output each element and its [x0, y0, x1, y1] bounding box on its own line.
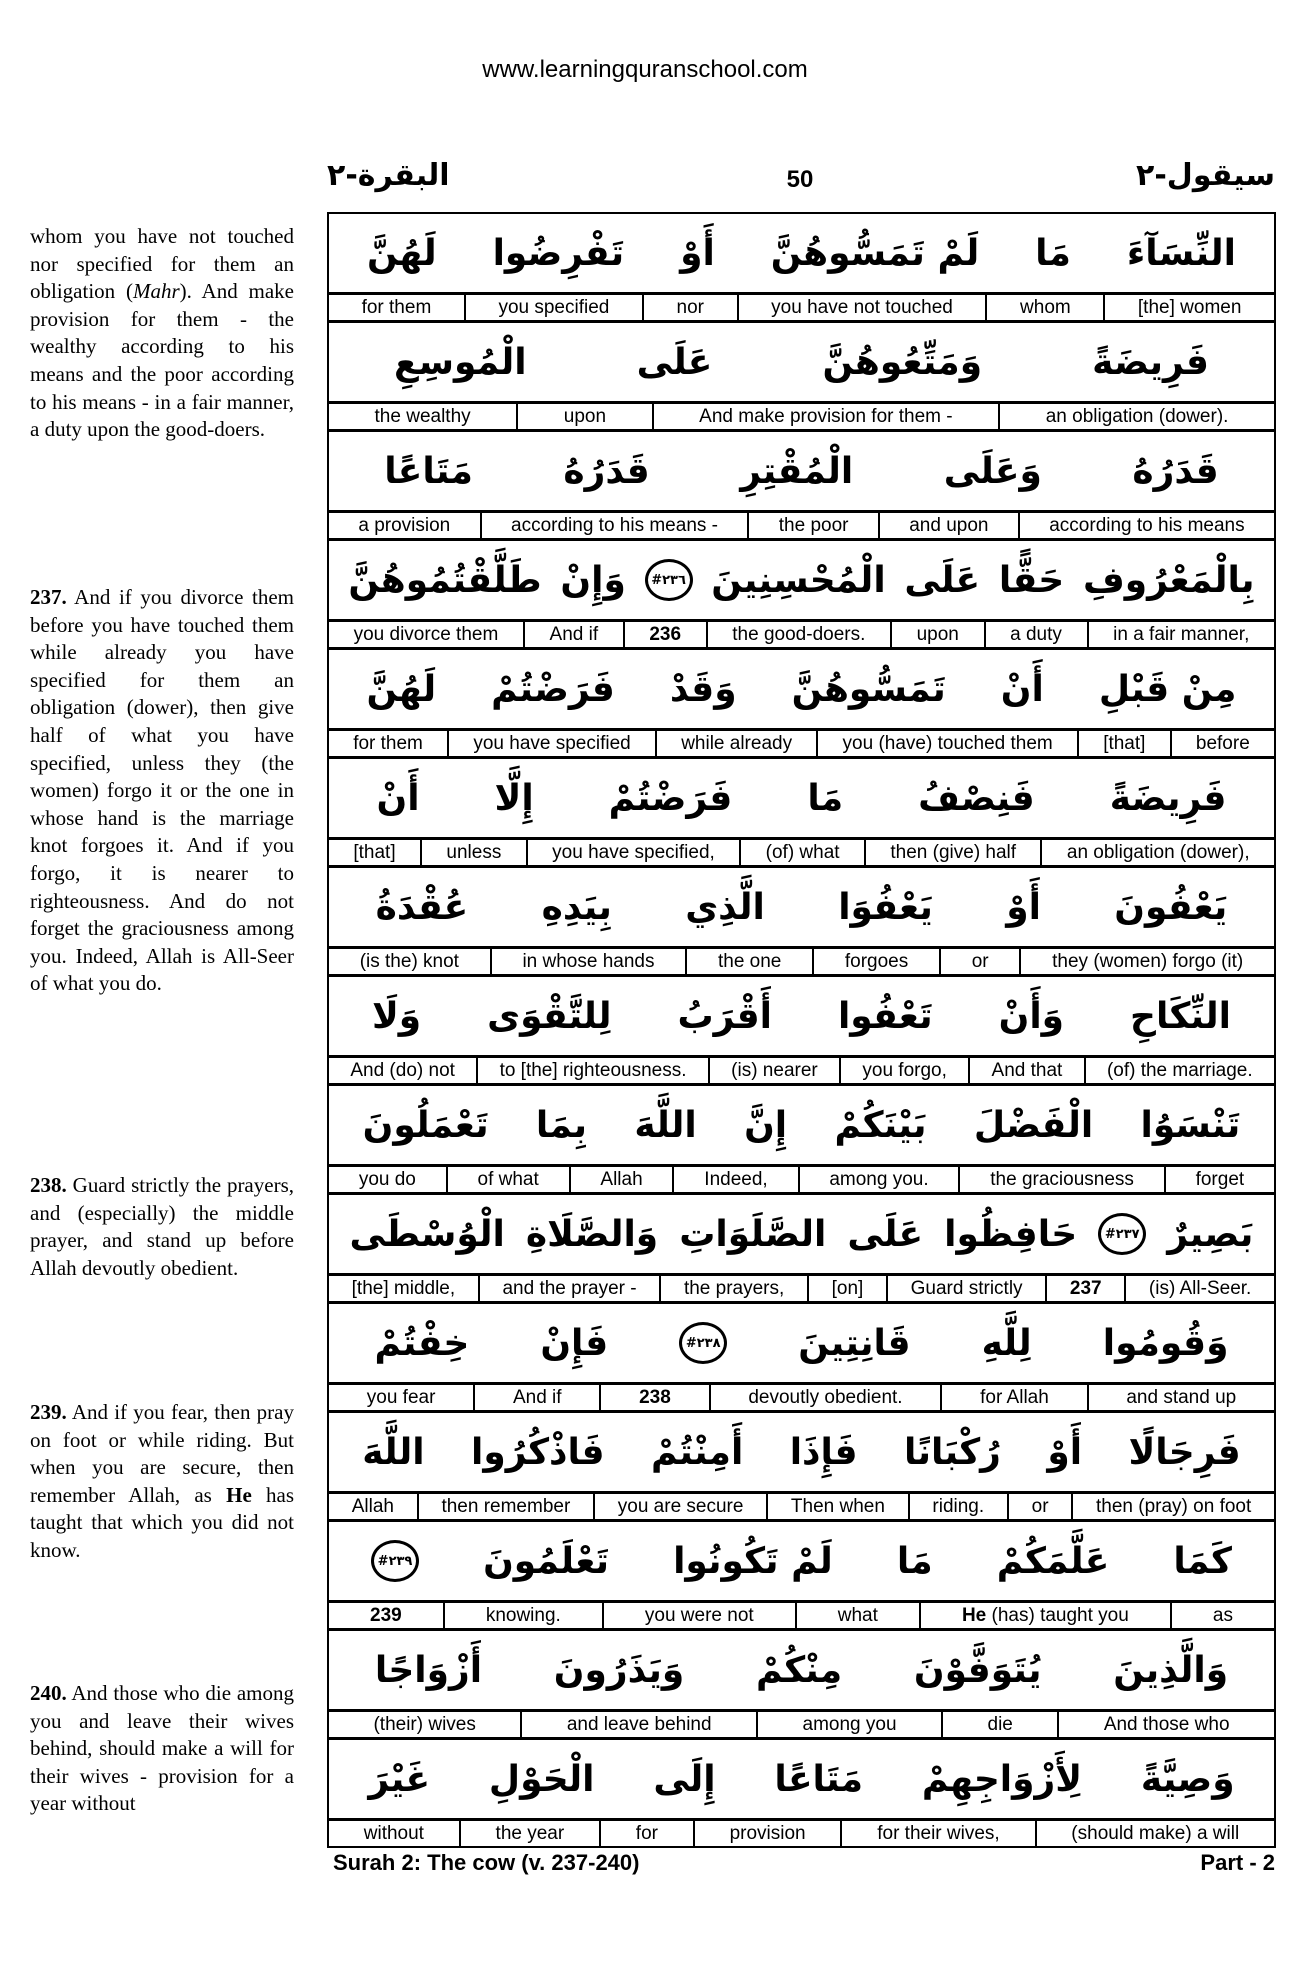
word-by-word-table — [327, 212, 1276, 1848]
gloss-cell: you have specified, — [526, 840, 739, 865]
gloss-cell: devoutly obedient. — [709, 1385, 941, 1410]
verse-end-marker: #٢٣٨ — [679, 1322, 727, 1364]
part-name-arabic: سيقول-٢ — [1136, 158, 1275, 193]
paragraph-text: And those who die among you and leave their wives behind, should make a will for their wives - provision for a year without — [30, 1681, 294, 1816]
arabic-word: مَا — [1035, 232, 1071, 274]
arabic-word: الْفَضْلَ — [973, 1104, 1094, 1146]
gloss-cell: (their) wives — [373, 1714, 476, 1735]
arabic-row — [329, 1740, 1274, 1821]
gloss-cell: or — [939, 949, 1019, 974]
gloss-cell: (is) nearer — [708, 1058, 839, 1083]
arabic-word: بِالْمَعْرُوفِ — [1082, 559, 1255, 601]
gloss-cell: And those who — [1057, 1712, 1274, 1737]
gloss-cell: [the] women — [1103, 295, 1274, 320]
arabic-row — [329, 1631, 1274, 1712]
arabic-word: اللَّهَ — [362, 1431, 425, 1473]
arabic-word: فَإِنْ — [540, 1322, 609, 1364]
gloss-cell: while already — [655, 731, 816, 756]
arabic-word: عَلَى — [636, 341, 713, 383]
gloss-cell: the year — [459, 1821, 599, 1846]
translation-paragraph-240 — [30, 1680, 294, 1818]
arabic-word: وَالَّذِينَ — [1113, 1649, 1229, 1691]
verse-end-marker: #٢٣٦ — [645, 559, 693, 601]
arabic-word: فَرِيضَةً — [1109, 777, 1227, 819]
gloss-cell: [the] middle, — [351, 1278, 456, 1299]
arabic-word: مَتَاعًا — [384, 450, 473, 492]
gloss-cell: (is the) knot — [359, 951, 459, 972]
gloss-cell: And make provision for them - — [652, 404, 999, 429]
gloss-cell: a provision — [358, 515, 451, 536]
arabic-word: بِمَا — [535, 1104, 588, 1146]
gloss-row — [329, 1821, 1274, 1846]
gloss-cell: knowing. — [443, 1603, 602, 1628]
verse-end-marker: #٢٣٩ — [371, 1540, 419, 1582]
gloss-bold: He — [961, 1605, 987, 1626]
gloss-cell: you forgo, — [839, 1058, 968, 1083]
arabic-word: فَرَضْتُمْ — [491, 668, 615, 710]
arabic-row — [329, 323, 1274, 404]
verse-number: 240. — [30, 1681, 67, 1705]
gloss-cell: among you — [756, 1712, 941, 1737]
gloss-cell: 236 — [623, 622, 706, 647]
arabic-word: وَإِنْ — [560, 559, 626, 601]
gloss-cell: without — [363, 1823, 424, 1844]
arabic-word: لَمْ تَكُونُوا — [673, 1540, 833, 1582]
arabic-word: إِلَى — [653, 1758, 716, 1800]
arabic-word: فَاذْكُرُوا — [471, 1431, 605, 1473]
gloss-cell: (is) All-Seer. — [1124, 1276, 1274, 1301]
arabic-row — [329, 868, 1274, 949]
gloss-row — [329, 1058, 1274, 1086]
gloss-cell: the poor — [747, 513, 877, 538]
gloss-cell: the one — [685, 949, 812, 974]
website-url: www.learningquranschool.com — [482, 56, 808, 83]
gloss-cell: they (women) forgo (it) — [1019, 949, 1274, 974]
gloss-cell: whom — [985, 295, 1103, 320]
arabic-row — [329, 1304, 1274, 1385]
gloss-cell: Allah — [351, 1496, 394, 1517]
gloss-cell: to [the] righteousness. — [476, 1058, 708, 1083]
arabic-word: الصَّلَوَاتِ — [679, 1213, 827, 1255]
gloss-cell: [that] — [1077, 731, 1170, 756]
paragraph-text: has taught that which you did not know. — [30, 1482, 295, 1562]
gloss-cell — [919, 1603, 1170, 1628]
gloss-cell: before — [1170, 731, 1274, 756]
arabic-word: لِلَّهِ — [981, 1322, 1032, 1364]
gloss-row — [329, 1712, 1274, 1740]
arabic-word: أَوْ — [1006, 886, 1041, 928]
arabic-word: تَعْمَلُونَ — [362, 1104, 489, 1146]
gloss-cell: an obligation (dower), — [1040, 840, 1274, 865]
gloss-cell: you have not touched — [737, 295, 986, 320]
gloss-cell: 237 — [1045, 1276, 1124, 1301]
gloss-cell: Guard strictly — [886, 1276, 1045, 1301]
arabic-word: تَعْلَمُونَ — [483, 1540, 610, 1582]
gloss-row — [329, 1167, 1274, 1195]
arabic-word: طَلَّقْتُمُوهُنَّ — [348, 559, 542, 601]
arabic-word: لِلتَّقْوَى — [487, 995, 612, 1037]
gloss-cell: of what — [446, 1167, 569, 1192]
page-number: 50 — [786, 166, 814, 193]
arabic-word: قَانِتِينَ — [798, 1322, 911, 1364]
arabic-row — [329, 1413, 1274, 1494]
gloss-cell: forget — [1164, 1167, 1274, 1192]
gloss-cell: the graciousness — [958, 1167, 1163, 1192]
arabic-word: لَهُنَّ — [366, 668, 437, 710]
arabic-word: وَقُومُوا — [1102, 1322, 1229, 1364]
arabic-word: الْوُسْطَى — [349, 1213, 505, 1255]
arabic-word: أَنْ — [1000, 668, 1044, 710]
arabic-word: رُكْبَانًا — [904, 1431, 1001, 1473]
arabic-word: الْمُوسِعِ — [394, 341, 527, 383]
arabic-word: أَمِنْتُمْ — [651, 1431, 744, 1473]
gloss-cell: [on] — [807, 1276, 886, 1301]
arabic-word: وَمَتِّعُوهُنَّ — [822, 341, 983, 383]
verse-number: 238. — [30, 1173, 67, 1197]
arabic-word: وَلَا — [371, 995, 422, 1037]
translation-paragraph — [30, 223, 294, 444]
gloss-cell: nor — [642, 295, 737, 320]
gloss-text: (has) taught you — [986, 1605, 1129, 1626]
surah-name-arabic: البقرة-٢ — [327, 158, 450, 193]
arabic-word: النِّسَآءَ — [1126, 232, 1237, 274]
gloss-row — [329, 622, 1274, 650]
arabic-word: وَأَنْ — [998, 995, 1065, 1037]
gloss-cell: as — [1170, 1603, 1274, 1628]
arabic-word: فَرِيضَةً — [1092, 341, 1209, 383]
arabic-word: حَافِظُوا — [944, 1213, 1078, 1255]
gloss-row — [329, 1385, 1274, 1413]
arabic-word: فَرِجَالًا — [1128, 1431, 1241, 1473]
arabic-word: اللَّهَ — [634, 1104, 697, 1146]
arabic-word: فَرَضْتُمْ — [608, 777, 733, 819]
gloss-cell: forgoes — [812, 949, 939, 974]
arabic-word: لَمْ تَمَسُّوهُنَّ — [770, 232, 980, 274]
gloss-cell: then (give) half — [864, 840, 1041, 865]
arabic-word: أَزْوَاجًا — [374, 1649, 483, 1691]
arabic-row — [329, 650, 1274, 731]
arabic-word: حَقًّا — [998, 559, 1065, 601]
gloss-cell: you were not — [602, 1603, 795, 1628]
gloss-cell: Indeed, — [672, 1167, 797, 1192]
arabic-word: يَعْفُونَ — [1114, 886, 1228, 928]
gloss-cell: Then when — [766, 1494, 907, 1519]
translation-paragraph-238 — [30, 1172, 294, 1282]
gloss-cell: 238 — [599, 1385, 708, 1410]
arabic-word: وَعَلَى — [943, 450, 1042, 492]
verse-number: 237. — [30, 585, 67, 609]
arabic-word: الْحَوْلِ — [488, 1758, 595, 1800]
arabic-row — [329, 977, 1274, 1058]
arabic-word: أَقْرَبُ — [677, 995, 772, 1037]
arabic-word: تَفْرِضُوا — [492, 232, 625, 274]
arabic-word: فَنِصْفُ — [918, 777, 1035, 819]
gloss-cell: for Allah — [940, 1385, 1086, 1410]
arabic-word: قَدَرُهُ — [563, 450, 650, 492]
arabic-word: عَلَّمَكُمْ — [996, 1540, 1110, 1582]
arabic-row — [329, 1195, 1274, 1276]
gloss-cell: the prayers, — [659, 1276, 807, 1301]
gloss-cell: in whose hands — [490, 949, 686, 974]
arabic-word: وَصِيَّةً — [1140, 1758, 1235, 1800]
gloss-cell: for their wives, — [840, 1821, 1034, 1846]
arabic-word: مِنْكُمْ — [756, 1649, 843, 1691]
gloss-row — [329, 513, 1274, 541]
arabic-word: يُتَوَفَّوْنَ — [913, 1649, 1042, 1691]
arabic-word: إِلَّا — [494, 777, 534, 819]
arabic-word: لَهُنَّ — [366, 232, 437, 274]
gloss-cell: you specified — [464, 295, 642, 320]
gloss-cell: (should make) a will — [1035, 1821, 1275, 1846]
arabic-word: بَيْنَكُمْ — [834, 1104, 927, 1146]
arabic-word: النِّكَاحِ — [1130, 995, 1231, 1037]
gloss-cell: and stand up — [1087, 1385, 1274, 1410]
paragraph-text: whom you have not touched nor specified for them an obligation ( — [30, 224, 294, 304]
arabic-word: الْمُحْسِنِينَ — [711, 559, 886, 601]
gloss-cell: And if — [473, 1385, 599, 1410]
arabic-word: غَيْرَ — [368, 1758, 431, 1800]
gloss-cell: and the prayer - — [478, 1276, 659, 1301]
arabic-word: لِأَزْوَاجِهِمْ — [921, 1758, 1083, 1800]
arabic-word: مَتَاعًا — [774, 1758, 864, 1800]
arabic-word: الْمُقْتِرِ — [740, 450, 854, 492]
gloss-cell: or — [1007, 1494, 1071, 1519]
arabic-word: وَيَذَرُونَ — [553, 1649, 685, 1691]
arabic-word: تَمَسُّوهُنَّ — [791, 668, 946, 710]
gloss-row — [329, 1603, 1274, 1631]
gloss-cell: a duty — [984, 622, 1087, 647]
gloss-cell: upon — [890, 622, 984, 647]
arabic-word: وَقَدْ — [669, 668, 737, 710]
arabic-word: مَا — [807, 777, 844, 819]
arabic-word: قَدَرُهُ — [1132, 450, 1219, 492]
arabic-word: عُقْدَةُ — [375, 886, 469, 928]
gloss-row — [329, 1276, 1274, 1304]
gloss-cell: for them — [353, 733, 423, 754]
gloss-row — [329, 731, 1274, 759]
arabic-row — [329, 541, 1274, 622]
gloss-cell: you have specified — [447, 731, 655, 756]
gloss-cell: the wealthy — [374, 406, 471, 427]
gloss-cell: And that — [968, 1058, 1083, 1083]
paragraph-text: And if you divorce them before you have touched them while already you have specified for them an obligation (dower), then give half of what you have specified, unless they (the women) forgo it or the one in whose hand is the marriage knot forgoes it. And if you forgo, it is nearer to righteousness. And do not forget the graciousness among you. Indeed, Allah is All-Seer of what you do. — [30, 585, 294, 996]
gloss-cell: you fear — [366, 1387, 436, 1408]
gloss-row — [329, 1494, 1274, 1522]
gloss-cell: among you. — [798, 1167, 959, 1192]
gloss-cell: an obligation (dower). — [998, 404, 1274, 429]
paragraph-text: Guard strictly the prayers, and (especially) the middle prayer, and stand up before Allah devoutly obedient. — [30, 1173, 294, 1280]
arabic-word: أَوْ — [1047, 1431, 1083, 1473]
gloss-cell: die — [941, 1712, 1057, 1737]
arabic-word: يَعْفُوَا — [838, 886, 933, 928]
arabic-word: خِفْتُمْ — [374, 1322, 470, 1364]
gloss-cell: And if — [523, 622, 623, 647]
arabic-row — [329, 759, 1274, 840]
gloss-cell: in a fair manner, — [1087, 622, 1274, 647]
gloss-cell: upon — [516, 404, 651, 429]
arabic-word: بِيَدِهِ — [541, 886, 612, 928]
gloss-cell: unless — [420, 840, 526, 865]
arabic-row — [329, 1086, 1274, 1167]
arabic-row — [329, 214, 1274, 295]
arabic-word: الَّذِي — [685, 886, 765, 928]
gloss-cell: (of) what — [739, 840, 864, 865]
arabic-word: فَإِذَا — [789, 1431, 858, 1473]
arabic-word: مَا — [896, 1540, 933, 1582]
gloss-cell: and leave behind — [520, 1712, 756, 1737]
paragraph-text: ). And make provision for them - the wealthy according to his means and the poor according to his means - in a fair manner, a duty upon the good-doers. — [30, 279, 294, 442]
gloss-cell: riding. — [908, 1494, 1007, 1519]
gloss-cell: 239 — [370, 1605, 402, 1626]
gloss-cell: you divorce them — [353, 624, 499, 645]
gloss-cell: according to his means — [1018, 513, 1274, 538]
arabic-word: إِنَّ — [744, 1104, 788, 1146]
arabic-word: كَمَا — [1173, 1540, 1232, 1582]
translation-paragraph-237 — [30, 584, 294, 998]
gloss-cell: you are secure — [593, 1494, 766, 1519]
gloss-cell: according to his means - — [480, 513, 748, 538]
gloss-cell: for — [599, 1821, 693, 1846]
arabic-word: تَعْفُوا — [837, 995, 933, 1037]
gloss-cell: for them — [361, 297, 432, 318]
arabic-word: عَلَى — [847, 1213, 924, 1255]
gloss-cell: and upon — [878, 513, 1018, 538]
gloss-cell: provision — [693, 1821, 841, 1846]
footer-part: Part - 2 — [1200, 1850, 1275, 1875]
arabic-word: وَالصَّلَاةِ — [525, 1213, 659, 1255]
gloss-cell: Allah — [569, 1167, 673, 1192]
arabic-row — [329, 1522, 1274, 1603]
paragraph-bold: He — [226, 1482, 252, 1507]
arabic-word: تَنْسَوُا — [1140, 1104, 1241, 1146]
paragraph-text: And if you fear, then pray on foot or while riding. But when you are secure, then remember Allah, as — [30, 1400, 294, 1507]
translation-paragraph-239 — [30, 1399, 294, 1565]
arabic-word: عَلَى — [904, 559, 981, 601]
gloss-row — [329, 404, 1274, 432]
gloss-cell: you (have) touched them — [816, 731, 1077, 756]
gloss-cell: what — [795, 1603, 919, 1628]
arabic-word: أَنْ — [376, 777, 420, 819]
gloss-row — [329, 295, 1274, 323]
gloss-row — [329, 949, 1274, 977]
verse-number: 239. — [30, 1400, 67, 1424]
gloss-cell: (of) the marriage. — [1084, 1058, 1274, 1083]
arabic-word: بَصِيرٌ — [1167, 1213, 1254, 1255]
gloss-cell: you do — [358, 1169, 416, 1190]
paragraph-italic: Mahr — [132, 279, 180, 304]
arabic-word: أَوْ — [680, 232, 715, 274]
gloss-cell: then (pray) on foot — [1071, 1494, 1274, 1519]
gloss-row — [329, 840, 1274, 868]
verse-end-marker: #٢٣٧ — [1098, 1213, 1146, 1255]
gloss-cell: [that] — [353, 842, 396, 863]
gloss-cell: And (do) not — [350, 1060, 455, 1081]
arabic-word: مِنْ قَبْلِ — [1098, 668, 1237, 710]
arabic-row — [329, 432, 1274, 513]
gloss-cell: then remember — [417, 1494, 593, 1519]
gloss-cell: the good-doers. — [706, 622, 890, 647]
footer-surah: Surah 2: The cow (v. 237-240) — [333, 1850, 640, 1875]
